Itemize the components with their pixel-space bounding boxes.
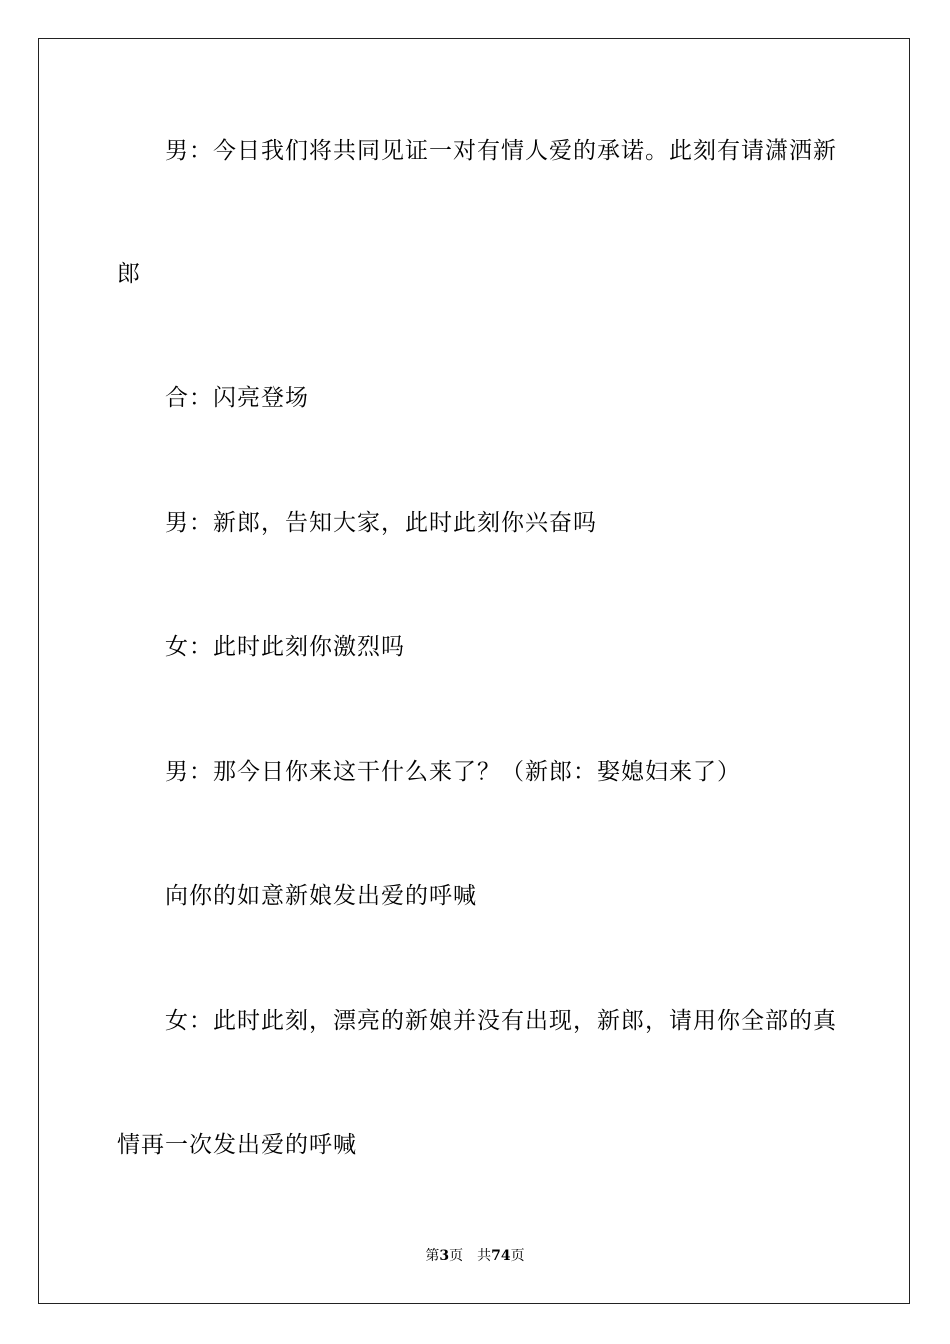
paragraph-6: 向你的如意新娘发出爱的呼喊 bbox=[165, 883, 477, 909]
total-pages: 74 bbox=[491, 1248, 511, 1264]
paragraph-5: 男：那今日你来这干什么来了？（新郎：娶媳妇来了） bbox=[165, 759, 741, 785]
page-prefix: 第 bbox=[425, 1248, 440, 1264]
total-suffix: 页 bbox=[510, 1248, 525, 1264]
paragraph-7: 女：此时此刻，漂亮的新娘并没有出现，新郎，请用你全部的真 bbox=[165, 1008, 837, 1034]
paragraph-1: 男：今日我们将共同见证一对有情人爱的承诺。此刻有请潇洒新 bbox=[165, 138, 837, 164]
paragraph-1-continuation: 郎 bbox=[117, 261, 141, 287]
paragraph-2: 合：闪亮登场 bbox=[165, 385, 309, 411]
page-number: 3 bbox=[439, 1248, 450, 1264]
paragraph-7-continuation: 情再一次发出爱的呼喊 bbox=[117, 1132, 357, 1158]
paragraph-3: 男：新郎，告知大家，此时此刻你兴奋吗 bbox=[165, 510, 597, 536]
total-prefix: 共 bbox=[477, 1248, 492, 1264]
page-border bbox=[38, 38, 910, 1304]
page-footer bbox=[0, 1247, 950, 1265]
page-suffix: 页 bbox=[449, 1248, 464, 1264]
paragraph-4: 女：此时此刻你激烈吗 bbox=[165, 634, 405, 660]
